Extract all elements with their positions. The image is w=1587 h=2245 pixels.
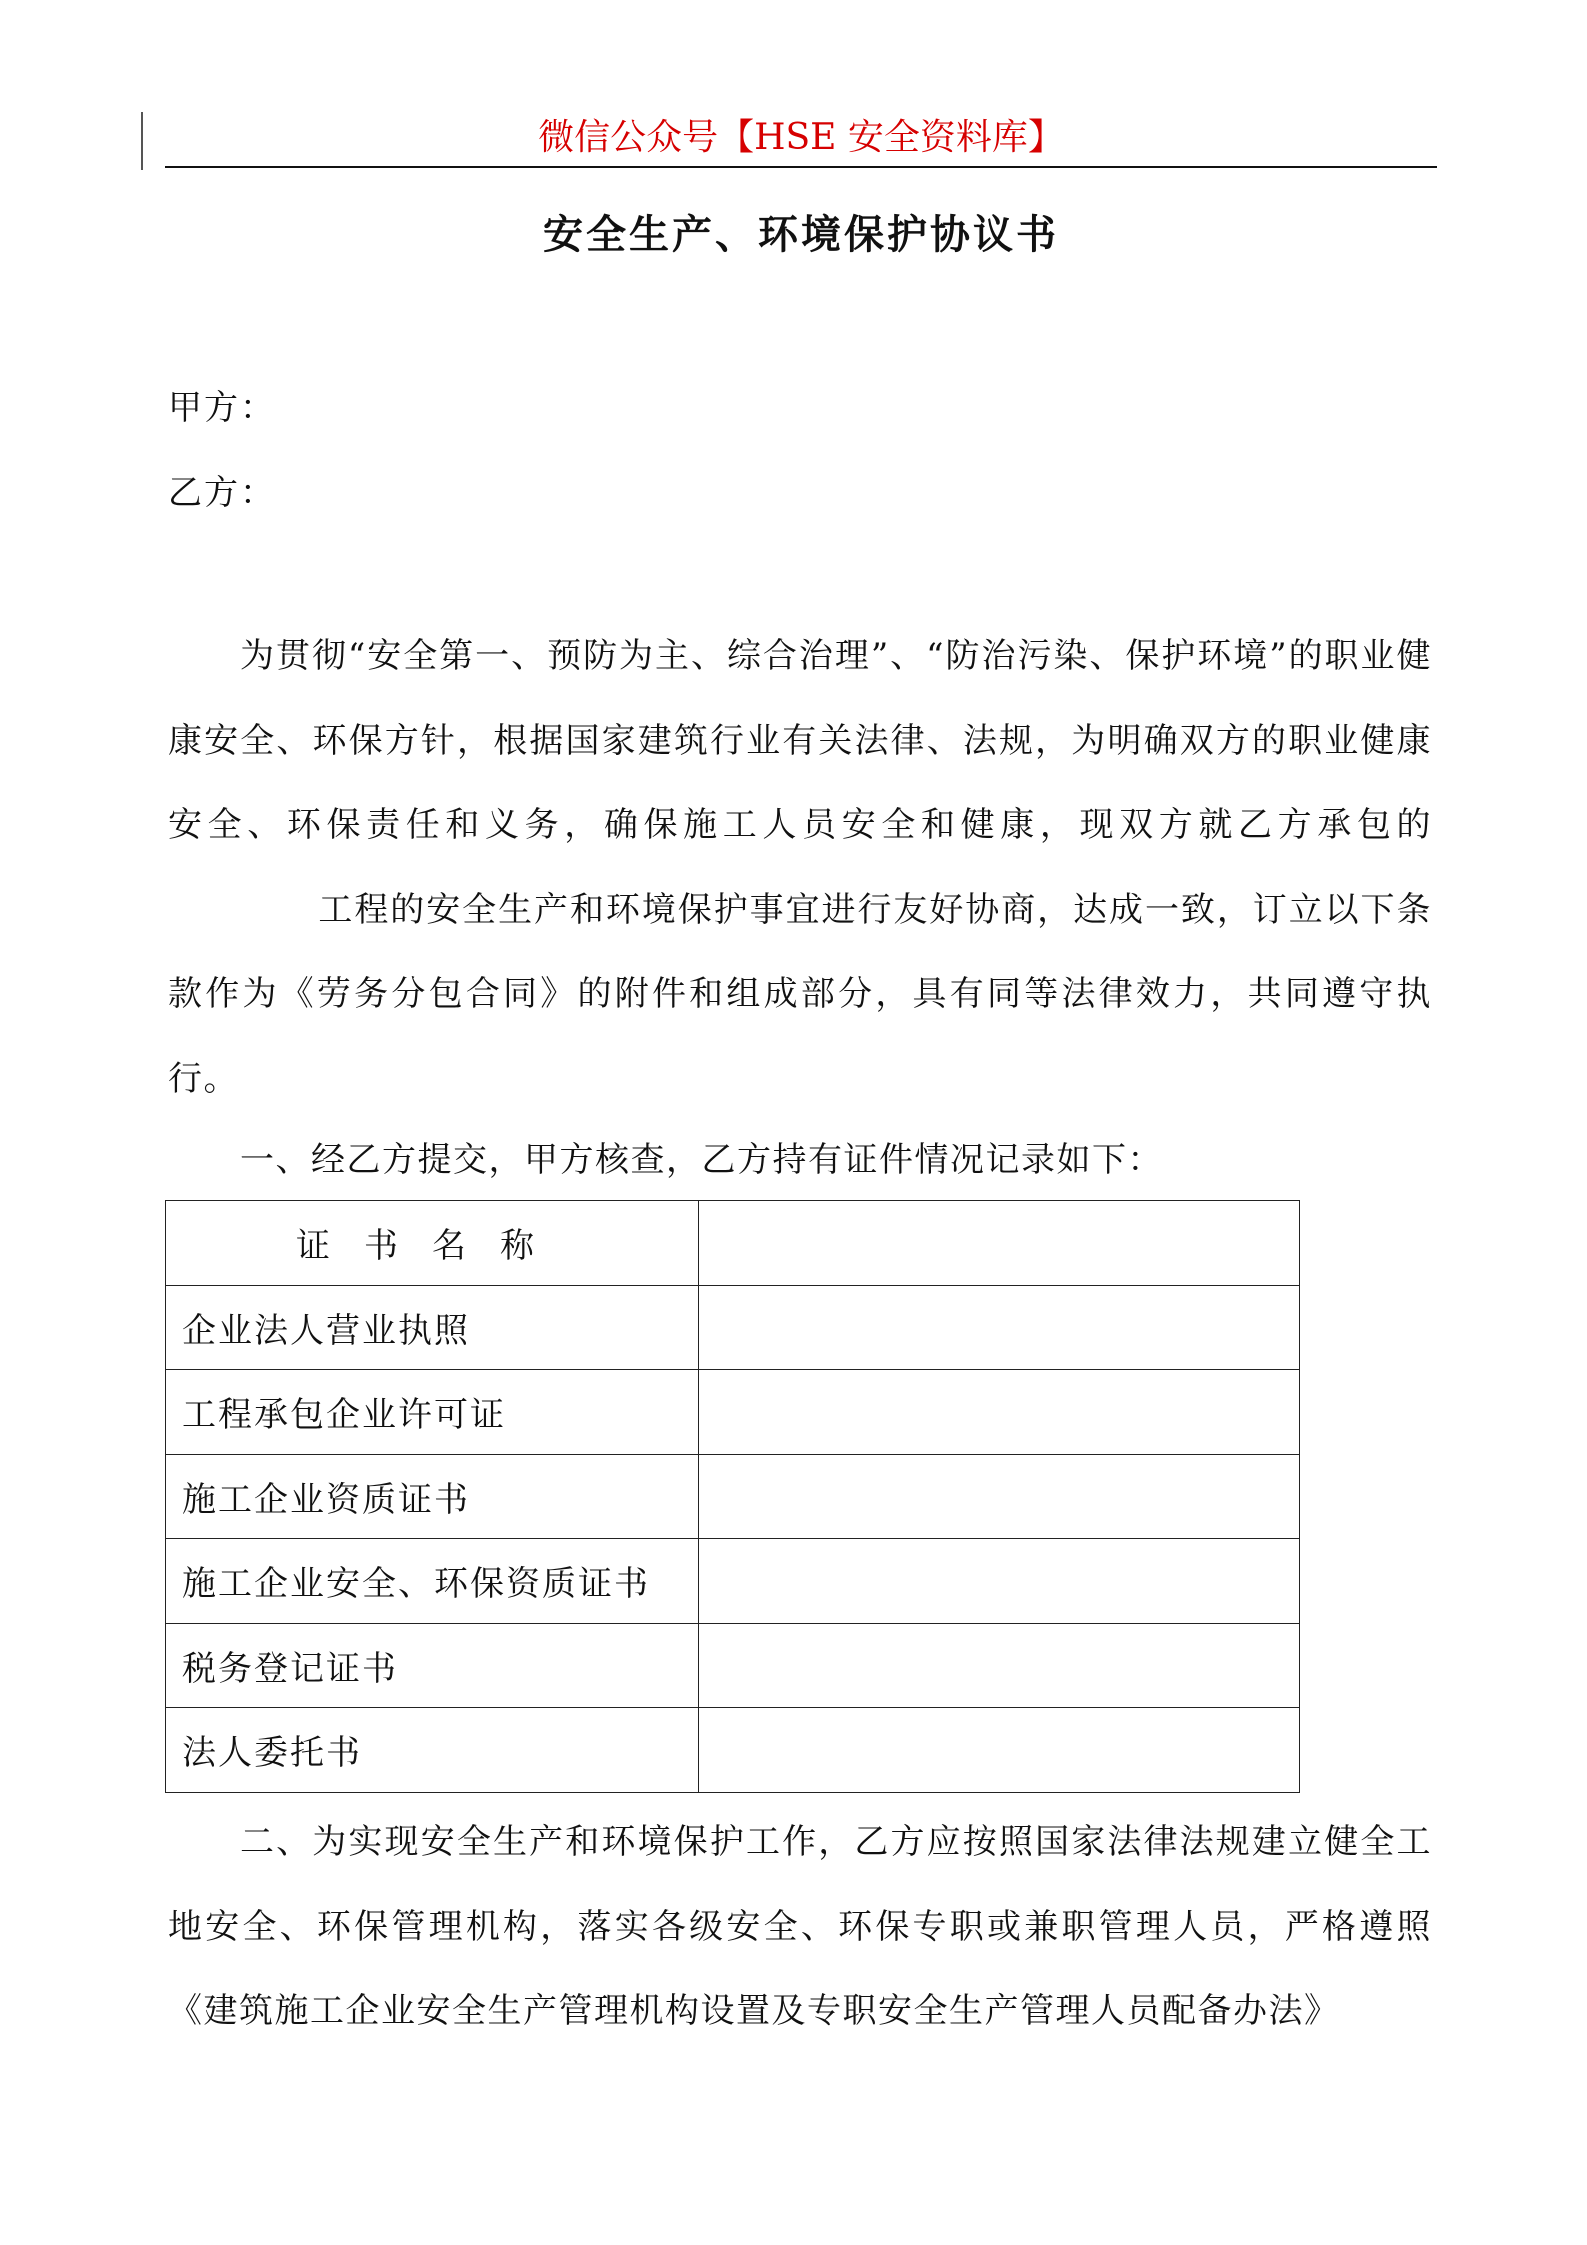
cert-value-cell — [699, 1370, 1300, 1455]
cert-name-cell: 施工企业资质证书 — [166, 1454, 699, 1539]
intro-text-after-blank: 工程的安全生产和环境保护事宜进行友好协商，达成一致，订立以下条款作为《劳务分包合同》的附件和组成部分，具有同等法律效力，共同遵守执行。 — [168, 889, 1432, 1099]
intro-paragraph — [168, 614, 1432, 1121]
cert-name-cell: 工程承包企业许可证 — [166, 1370, 699, 1455]
header-rule — [165, 166, 1437, 168]
table-row — [166, 1539, 1300, 1624]
certificate-table — [165, 1200, 1300, 1793]
cert-name-cell: 税务登记证书 — [166, 1623, 699, 1708]
table-header-row — [166, 1201, 1300, 1286]
cert-value-cell — [699, 1708, 1300, 1793]
cert-name-header: 证书名称 — [166, 1201, 699, 1286]
cert-name-cell: 企业法人营业执照 — [166, 1285, 699, 1370]
table-row — [166, 1623, 1300, 1708]
table-row — [166, 1708, 1300, 1793]
intro-text-before-blank: 为贯彻“安全第一、预防为主、综合治理”、“防治污染、保护环境”的职业健康安全、环保方针，根据国家建筑行业有关法律、法规，为明确双方的职业健康安全、环保责任和义务，确保施工人员安全和健康，现双方就乙方承包的 — [168, 636, 1432, 845]
cert-name-cell: 施工企业安全、环保资质证书 — [166, 1539, 699, 1624]
cert-value-cell — [699, 1623, 1300, 1708]
table-row — [166, 1370, 1300, 1455]
cert-value-cell — [699, 1454, 1300, 1539]
document-title: 安全生产、环境保护协议书 — [543, 212, 1059, 258]
party-b-label: 乙方： — [168, 473, 276, 513]
cert-name-cell: 法人委托书 — [166, 1708, 699, 1793]
party-a-label: 甲方： — [168, 388, 276, 428]
clause-two: 二、为实现安全生产和环境保护工作，乙方应按照国家法律法规建立健全工地安全、环保管理机构，落实各级安全、环保专职或兼职管理人员，严格遵照《建筑施工企业安全生产管理机构设置及专职安全生产管理人员配备办法》 — [168, 1822, 1432, 2031]
clause-one: 一、经乙方提交，甲方核查，乙方持有证件情况记录如下： — [240, 1140, 1163, 1180]
margin-mark — [141, 112, 143, 170]
header-link[interactable]: 微信公众号【HSE 安全资料库】 — [538, 117, 1064, 158]
table-row — [166, 1285, 1300, 1370]
table-row — [166, 1454, 1300, 1539]
cert-value-cell — [699, 1539, 1300, 1624]
cert-value-cell — [699, 1285, 1300, 1370]
cert-value-header — [699, 1201, 1300, 1286]
